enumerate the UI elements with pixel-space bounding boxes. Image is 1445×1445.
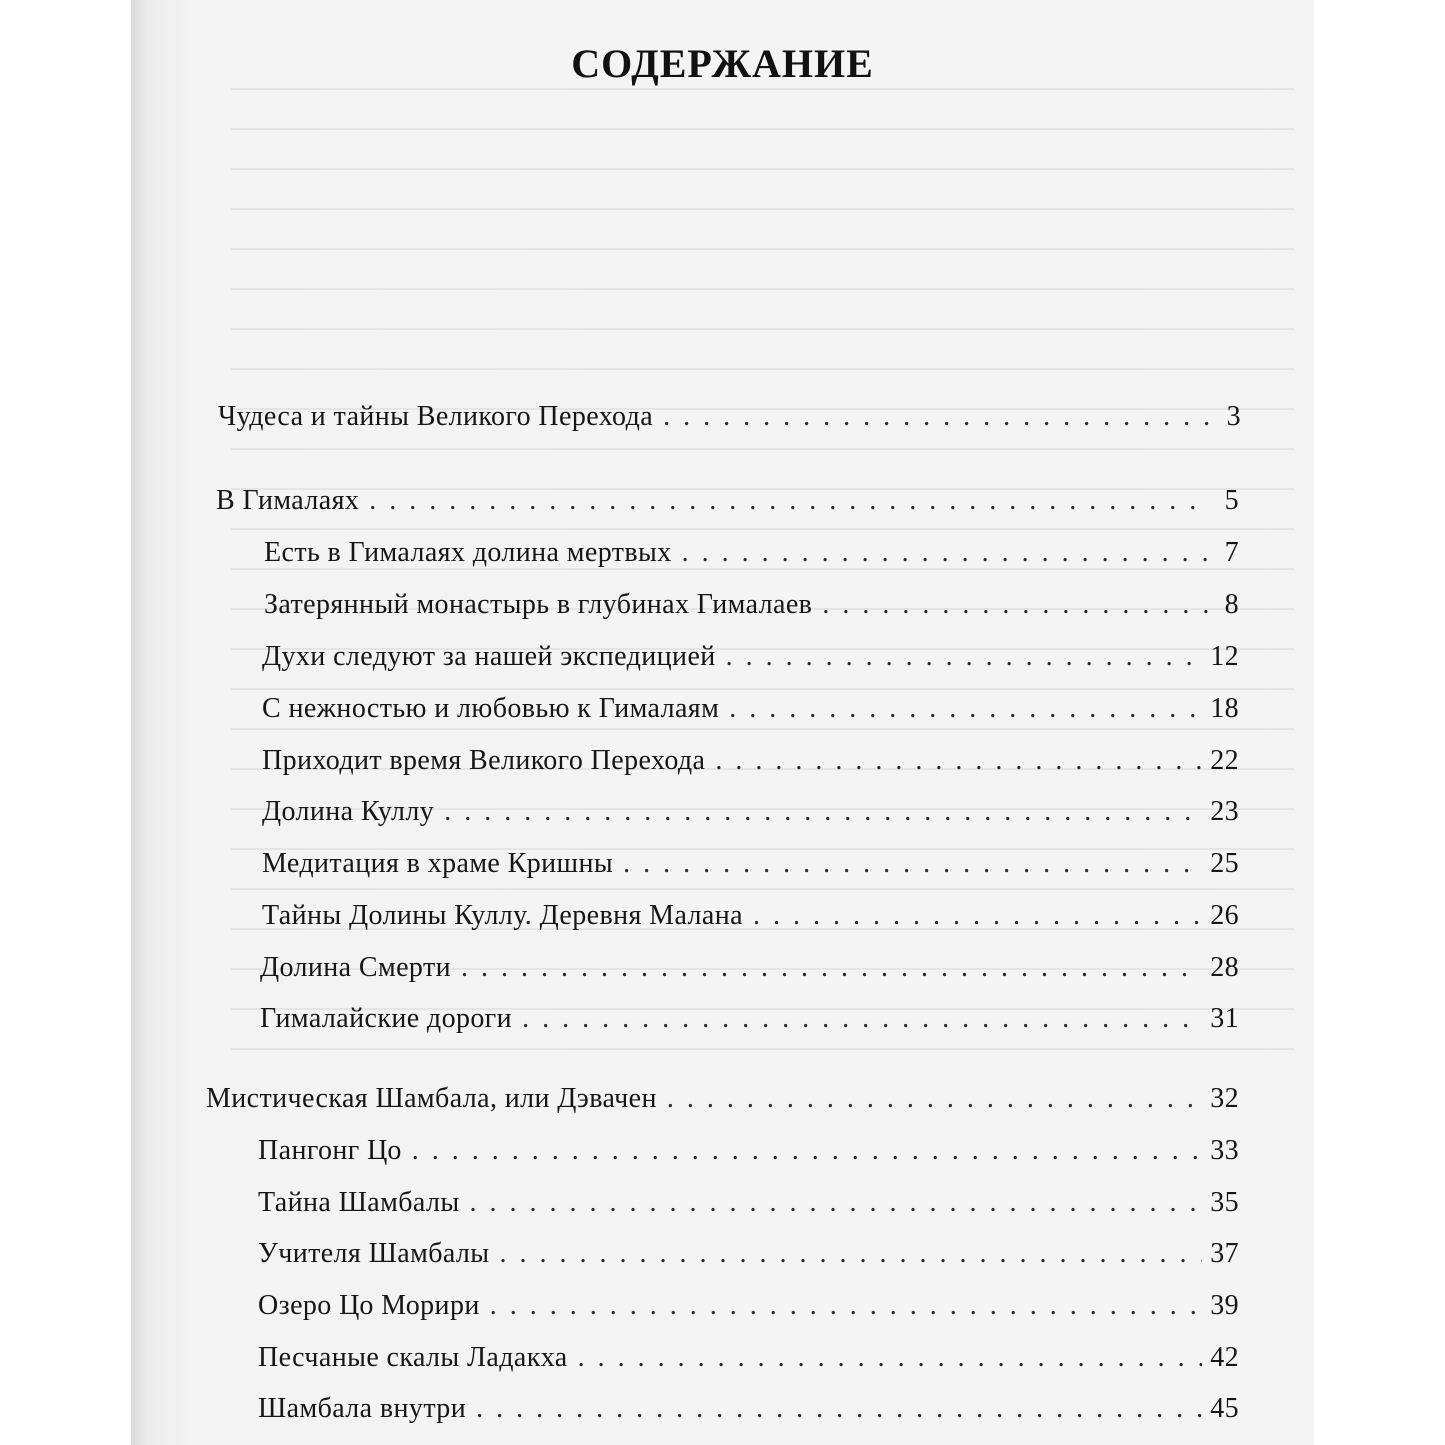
toc-entry-title: Есть в Гималаях долина мертвых bbox=[264, 537, 672, 568]
leader-dots bbox=[476, 1392, 1202, 1426]
toc-entry bbox=[262, 795, 1239, 829]
leader-dots bbox=[412, 1134, 1202, 1168]
leader-dots bbox=[753, 899, 1202, 933]
toc-entry-title: Шамбала внутри bbox=[258, 1393, 467, 1424]
toc-entry-title: Долина Куллу bbox=[262, 796, 435, 827]
leader-dots bbox=[461, 951, 1202, 985]
leader-dots bbox=[522, 1002, 1202, 1036]
leader-dots bbox=[369, 484, 1211, 518]
toc-entry bbox=[262, 744, 1239, 778]
toc-entry-title: Гималайские дороги bbox=[260, 1003, 513, 1034]
leader-dots bbox=[729, 692, 1202, 726]
toc-entry-title: Песчаные скалы Ладакха bbox=[258, 1342, 568, 1373]
toc-entry-page: 35 bbox=[1210, 1187, 1239, 1218]
leader-dots bbox=[822, 588, 1211, 622]
toc-entry-title: Приходит время Великого Перехода bbox=[262, 745, 706, 776]
toc-entry-page: 8 bbox=[1224, 589, 1239, 620]
toc-entry bbox=[258, 1237, 1239, 1271]
leader-dots bbox=[444, 795, 1202, 829]
leader-dots bbox=[715, 744, 1202, 778]
toc-entry bbox=[216, 484, 1239, 518]
leader-dots bbox=[623, 847, 1202, 881]
toc-entry-page: 12 bbox=[1210, 641, 1239, 672]
toc-entry bbox=[258, 1134, 1239, 1168]
toc-entry-page: 32 bbox=[1210, 1083, 1239, 1114]
leader-dots bbox=[490, 1289, 1202, 1323]
toc-entry-page: 42 bbox=[1210, 1342, 1239, 1373]
toc-entry-page: 25 bbox=[1210, 848, 1239, 879]
toc-entry-page: 22 bbox=[1210, 745, 1239, 776]
toc-entry bbox=[258, 1392, 1239, 1426]
toc-entry-title: Тайна Шамбалы bbox=[258, 1187, 460, 1218]
toc-entry-title: Учителя Шамбалы bbox=[258, 1238, 490, 1269]
book-page bbox=[131, 0, 1314, 1445]
toc-entry-title: Чудеса и тайны Великого Перехода bbox=[218, 401, 654, 432]
page-title: СОДЕРЖАНИЕ bbox=[571, 41, 874, 86]
toc-entry bbox=[262, 847, 1239, 881]
toc-entry bbox=[262, 640, 1239, 674]
toc-entry bbox=[260, 1002, 1239, 1036]
toc-entry bbox=[262, 692, 1239, 726]
toc-entry bbox=[264, 536, 1239, 570]
toc-entry-page: 23 bbox=[1210, 796, 1239, 827]
leader-dots bbox=[500, 1237, 1203, 1271]
toc-entry-page: 5 bbox=[1224, 485, 1239, 516]
toc-entry-title: Озеро Цо Морири bbox=[258, 1290, 480, 1321]
toc-entry-page: 7 bbox=[1224, 537, 1239, 568]
toc-entry-title: Затерянный монастырь в глубинах Гималаев bbox=[264, 589, 813, 620]
toc-entry-page: 26 bbox=[1210, 900, 1239, 931]
toc-entry-title: Медитация в храме Кришны bbox=[262, 848, 614, 879]
toc-entry bbox=[264, 588, 1239, 622]
toc-entry-title: Мистическая Шамбала, или Дэвачен bbox=[206, 1083, 657, 1114]
toc-entry-page: 45 bbox=[1210, 1393, 1239, 1424]
toc-entry-title: Тайны Долины Куллу. Деревня Малана bbox=[262, 900, 743, 931]
toc-entry-title: Пангонг Цо bbox=[258, 1135, 402, 1166]
toc-entry-page: 33 bbox=[1210, 1135, 1239, 1166]
leader-dots bbox=[667, 1082, 1202, 1116]
toc-entry-page: 28 bbox=[1210, 952, 1239, 983]
toc-entry-title: С нежностью и любовью к Гималаям bbox=[262, 693, 720, 724]
leader-dots bbox=[726, 640, 1203, 674]
toc-entry-page: 3 bbox=[1226, 401, 1241, 432]
toc-entry bbox=[258, 1341, 1239, 1375]
toc-entry-page: 18 bbox=[1210, 693, 1239, 724]
toc-entry bbox=[260, 951, 1239, 985]
leader-dots bbox=[578, 1341, 1203, 1375]
toc-entry-title: Духи следуют за нашей экспедицией bbox=[262, 641, 716, 672]
toc-entry-title: В Гималаях bbox=[216, 485, 360, 516]
leader-dots bbox=[470, 1186, 1203, 1220]
toc-entry-title: Долина Смерти bbox=[260, 952, 451, 983]
toc-entry bbox=[218, 400, 1241, 434]
toc-entry-page: 37 bbox=[1210, 1238, 1239, 1269]
toc-entry-page: 31 bbox=[1210, 1003, 1239, 1034]
toc-entry bbox=[206, 1082, 1239, 1116]
toc-entry bbox=[258, 1186, 1239, 1220]
toc-entry bbox=[258, 1289, 1239, 1323]
leader-dots bbox=[663, 400, 1213, 434]
leader-dots bbox=[682, 536, 1211, 570]
toc-entry bbox=[262, 899, 1239, 933]
toc-entry-page: 39 bbox=[1210, 1290, 1239, 1321]
